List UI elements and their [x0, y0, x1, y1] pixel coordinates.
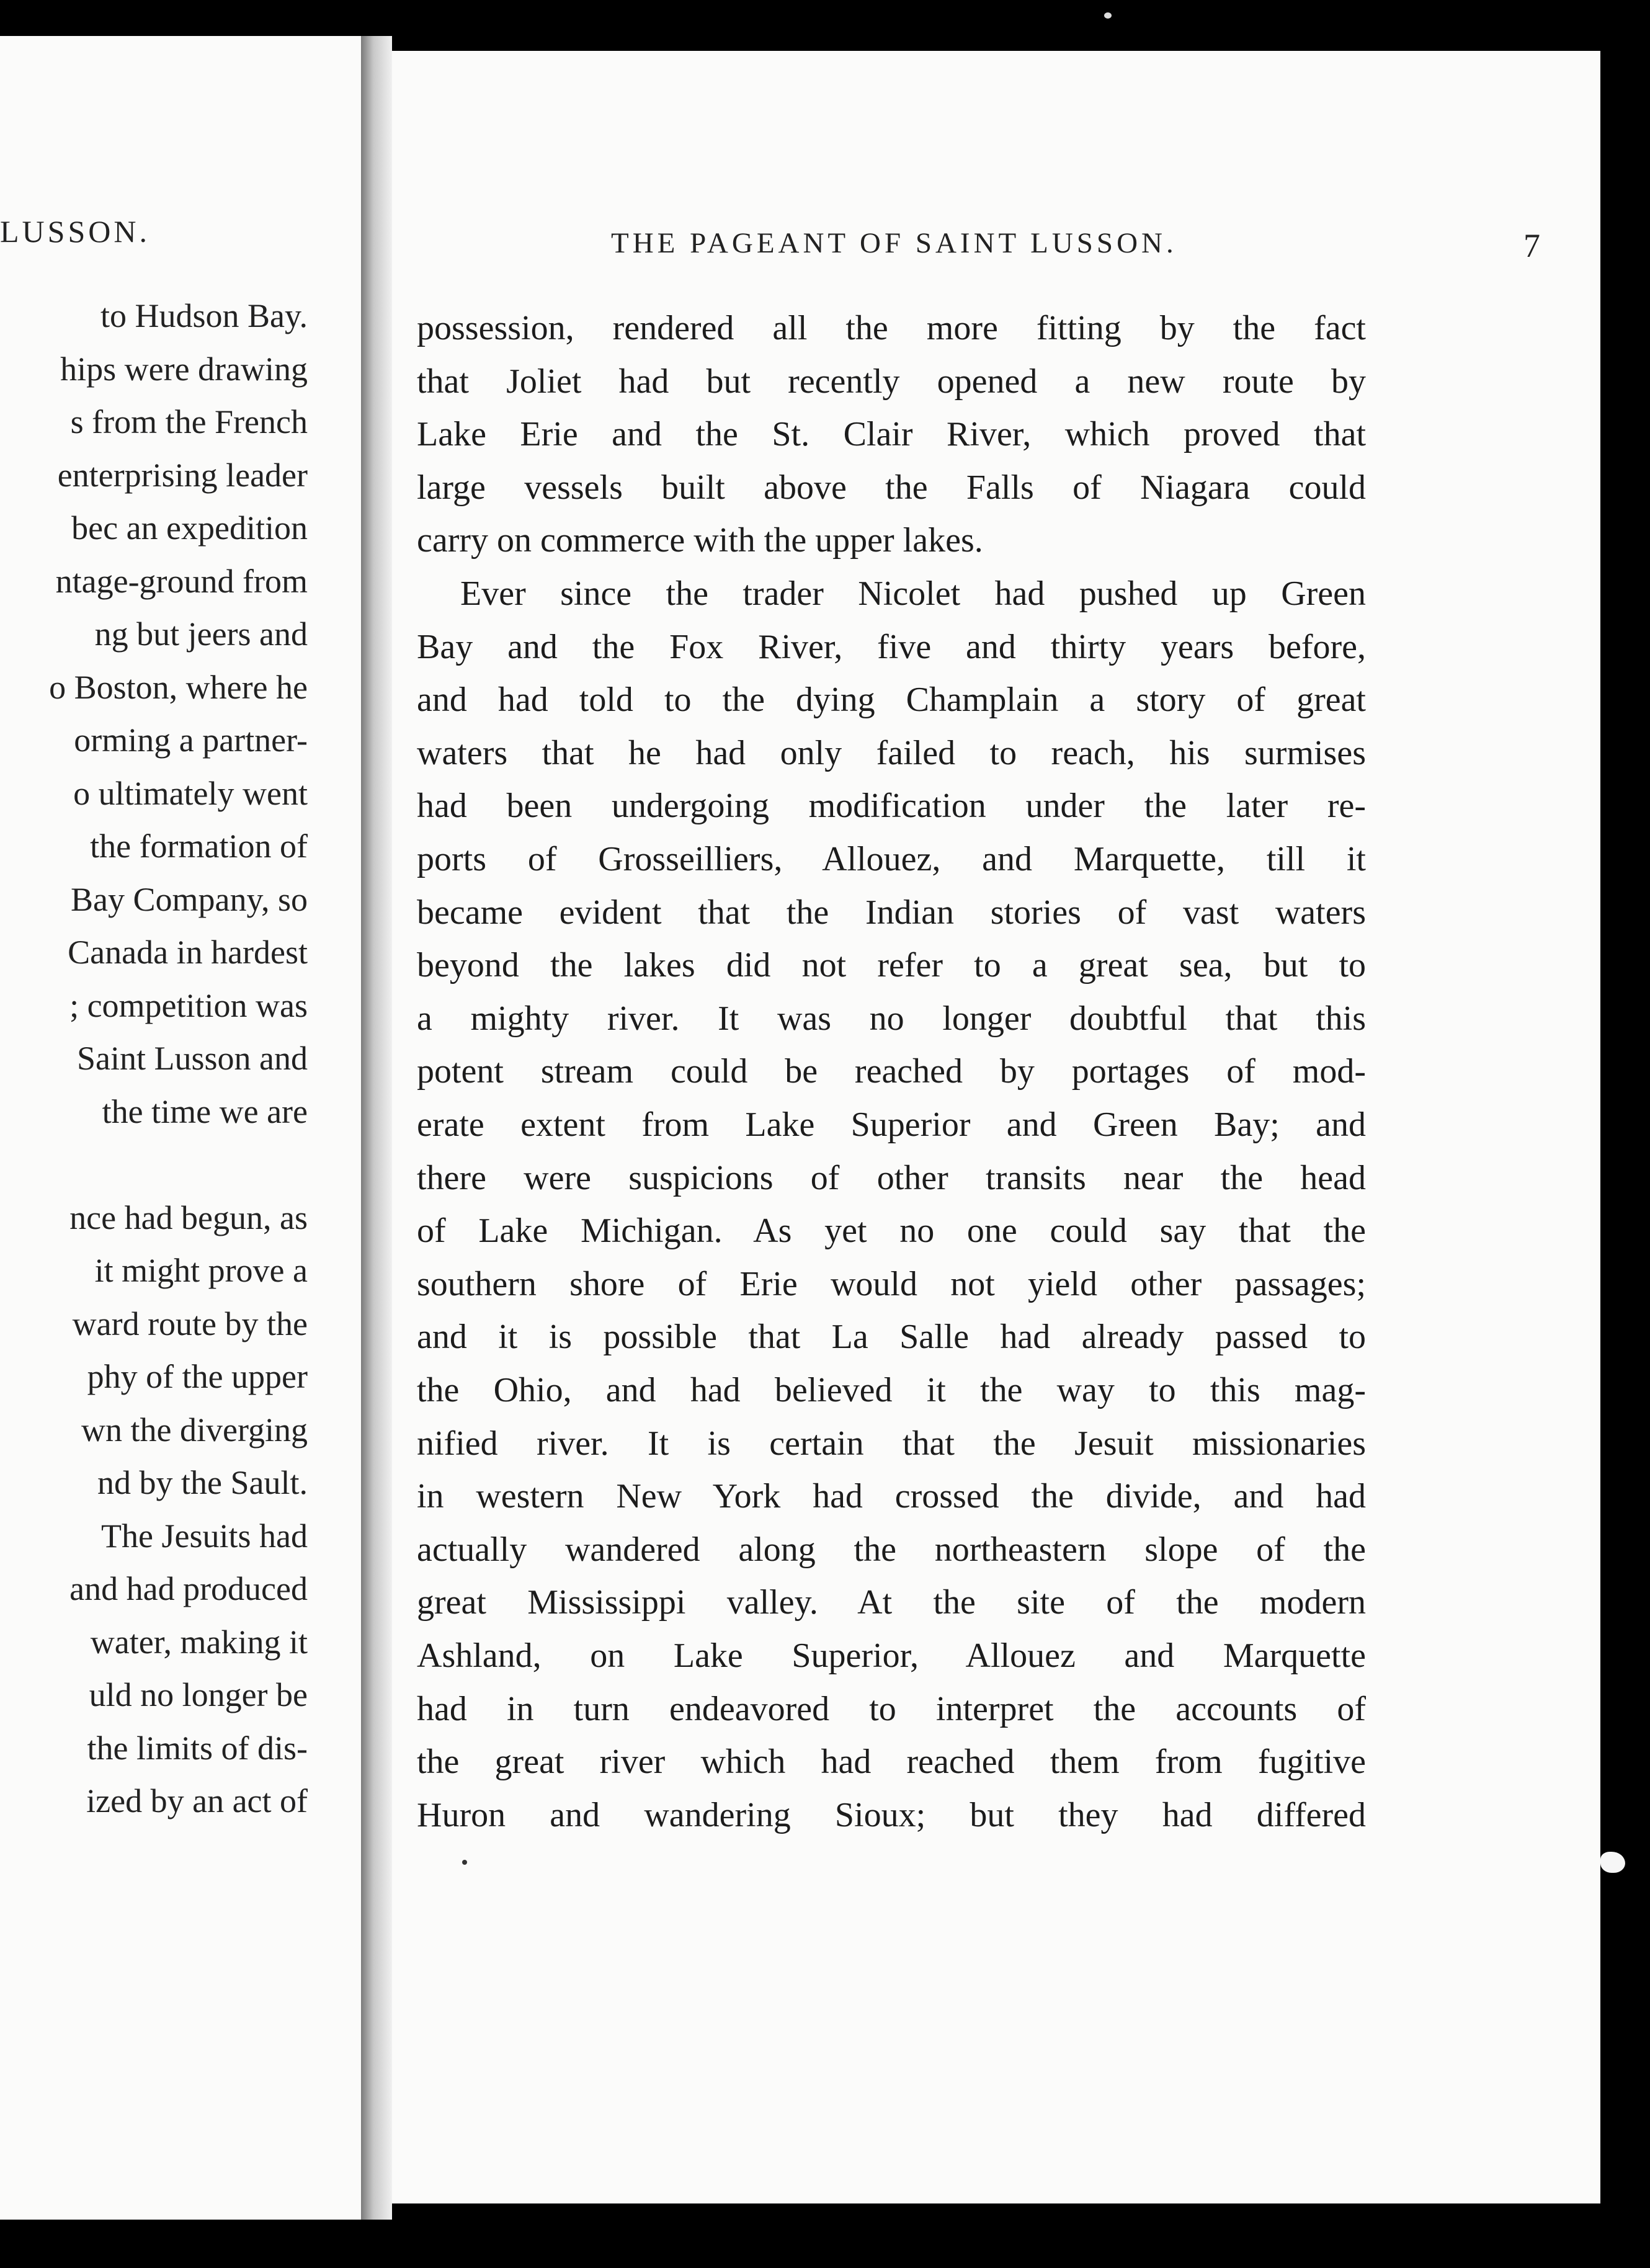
- left-text-line: hips were drawing: [60, 350, 308, 388]
- left-text-line: phy of the upper: [87, 1358, 308, 1395]
- left-text-line: ized by an act of: [86, 1782, 308, 1819]
- text-line: actually wandered along the northeastern slope of the: [417, 1530, 1366, 1569]
- page-gutter: [361, 36, 392, 2220]
- left-text-line: Canada in hardest: [68, 934, 308, 971]
- scan-corner-mark: [1600, 1852, 1625, 1873]
- left-text-line: it might prove a: [94, 1252, 308, 1289]
- left-text-line: Saint Lusson and: [77, 1040, 308, 1077]
- text-line: ports of Grosseilliers, Allouez, and Marquette, till it: [417, 840, 1366, 878]
- text-line: nified river. It is certain that the Jesuit missionaries: [417, 1424, 1366, 1463]
- left-text-line: and had produced: [69, 1570, 308, 1607]
- text-line: waters that he had only failed to reach, his surmises: [417, 733, 1366, 772]
- ink-speck: [462, 1860, 467, 1865]
- left-text-line: bec an expedition: [71, 509, 308, 547]
- text-line: beyond the lakes did not refer to a great sea, but to: [417, 946, 1366, 985]
- text-line: a mighty river. It was no longer doubtful that this: [417, 999, 1366, 1038]
- left-text-line: the time we are: [102, 1092, 308, 1130]
- left-text-line: water, making it: [90, 1623, 308, 1661]
- left-text-line: nce had begun, as: [69, 1199, 308, 1236]
- text-line: possession, rendered all the more fitting by the fact: [417, 309, 1366, 347]
- text-line: Ever since the trader Nicolet had pushed up Green: [460, 574, 1366, 613]
- left-text-line: o ultimately went: [73, 774, 308, 812]
- text-line: Bay and the Fox River, five and thirty years before,: [417, 627, 1366, 666]
- left-text-line: wn the diverging: [81, 1411, 308, 1449]
- left-text-line: The Jesuits had: [101, 1517, 308, 1555]
- scan-dust-mark: [1104, 12, 1112, 19]
- text-line: and had told to the dying Champlain a story of great: [417, 681, 1366, 720]
- left-text-line: Bay Company, so: [71, 880, 308, 918]
- left-text-line: ng but jeers and: [94, 615, 308, 653]
- left-page: [0, 36, 361, 2220]
- text-line: large vessels built above the Falls of Niagara could: [417, 468, 1366, 507]
- text-line: Ashland, on Lake Superior, Allouez and Marquette: [417, 1636, 1366, 1675]
- text-line: became evident that the Indian stories of vast waters: [417, 893, 1366, 932]
- left-text-line: s from the French: [70, 403, 308, 440]
- text-line: had been undergoing modification under the later re-: [417, 787, 1366, 826]
- text-line: erate extent from Lake Superior and Green Bay; and: [417, 1105, 1366, 1144]
- text-line: potent stream could be reached by portages of mod-: [417, 1052, 1366, 1091]
- text-line: had in turn endeavored to interpret the accounts of: [417, 1689, 1366, 1728]
- left-text-line: uld no longer be: [89, 1676, 308, 1713]
- page-number: 7: [1523, 227, 1540, 264]
- right-page: [392, 51, 1600, 2203]
- text-line: there were suspicions of other transits near the head: [417, 1158, 1366, 1197]
- left-text-line: ; competition was: [69, 986, 308, 1024]
- text-line: in western New York had crossed the divide, and had: [417, 1477, 1366, 1516]
- text-line: Huron and wandering Sioux; but they had differed: [417, 1795, 1366, 1834]
- text-line: carry on commerce with the upper lakes.: [417, 521, 983, 560]
- text-line: of Lake Michigan. As yet no one could say that the: [417, 1212, 1366, 1251]
- text-line: that Joliet had but recently opened a new route by: [417, 362, 1366, 401]
- left-text-line: enterprising leader: [57, 456, 308, 494]
- left-text-line: ntage-ground from: [55, 562, 308, 600]
- left-text-line: ward route by the: [72, 1305, 308, 1342]
- running-title: THE PAGEANT OF SAINT LUSSON.: [611, 227, 1177, 259]
- left-text-line: orming a partner-: [74, 721, 308, 759]
- left-text-line: o Boston, where he: [49, 668, 308, 706]
- text-line: Lake Erie and the St. Clair River, which proved that: [417, 415, 1366, 454]
- left-running-head: LUSSON.: [0, 214, 150, 249]
- left-text-line: the formation of: [90, 828, 308, 865]
- left-text-line: nd by the Sault.: [97, 1464, 308, 1501]
- text-line: and it is possible that La Salle had already passed to: [417, 1318, 1366, 1357]
- left-text-line: to Hudson Bay.: [100, 297, 308, 334]
- text-line: southern shore of Erie would not yield other passages;: [417, 1264, 1366, 1303]
- text-line: the Ohio, and had believed it the way to this mag-: [417, 1371, 1366, 1409]
- text-line: the great river which had reached them from fugitive: [417, 1743, 1366, 1782]
- text-line: great Mississippi valley. At the site of the modern: [417, 1583, 1366, 1622]
- left-text-line: the limits of dis-: [87, 1729, 308, 1767]
- running-head: [611, 226, 1572, 270]
